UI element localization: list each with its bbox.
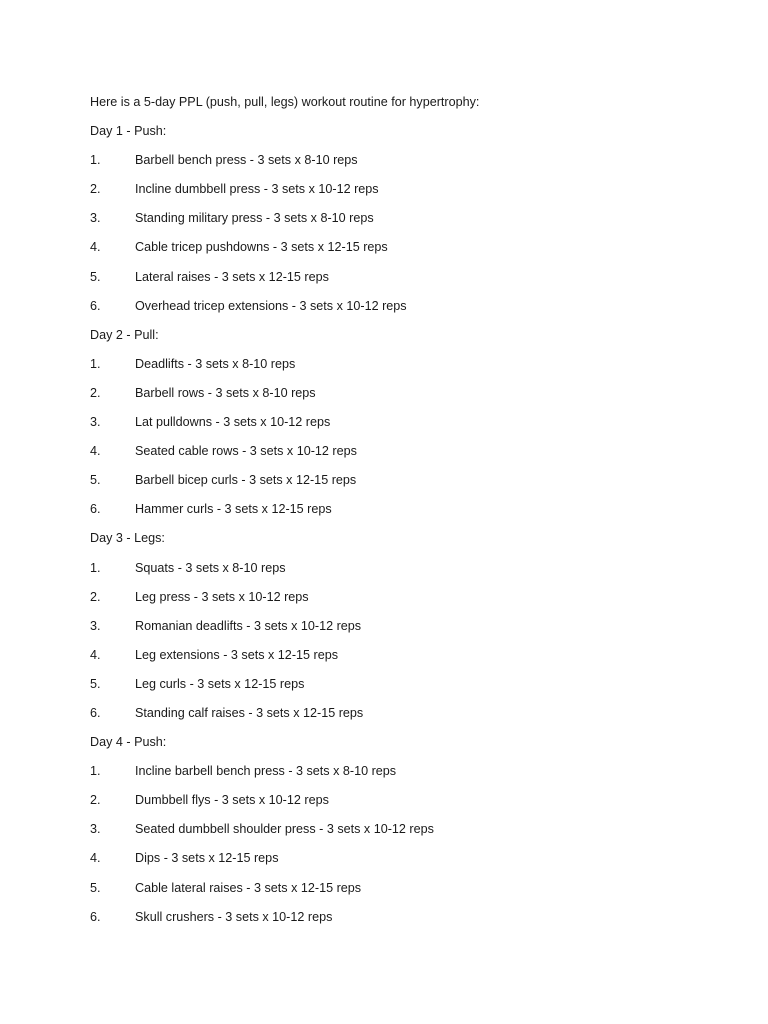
- list-number: 1.: [90, 560, 101, 575]
- list-number: 4.: [90, 851, 101, 866]
- exercise-text: Cable tricep pushdowns - 3 sets x 12-15 reps: [135, 240, 388, 255]
- list-item: [90, 208, 730, 237]
- exercise-text: Leg press - 3 sets x 10-12 reps: [135, 589, 309, 604]
- list-number: 3.: [90, 618, 101, 633]
- list-item: [90, 237, 730, 266]
- exercise-text: Lateral raises - 3 sets x 12-15 reps: [135, 269, 329, 284]
- list-number: 5.: [90, 269, 101, 284]
- exercise-text: Incline barbell bench press - 3 sets x 8-10 reps: [135, 764, 397, 779]
- list-item: [90, 296, 730, 325]
- list-item: [90, 558, 730, 587]
- list-item: [90, 703, 730, 732]
- list-item: [90, 907, 730, 936]
- exercise-text: Romanian deadlifts - 3 sets x 10-12 reps: [135, 618, 362, 633]
- exercise-text: Leg curls - 3 sets x 12-15 reps: [135, 676, 305, 691]
- document-body: [90, 92, 730, 936]
- exercise-text: Dumbbell flys - 3 sets x 10-12 reps: [135, 793, 329, 808]
- list-item: [90, 354, 730, 383]
- list-number: 1.: [90, 764, 101, 779]
- list-number: 6.: [90, 502, 101, 517]
- list-number: 3.: [90, 822, 101, 837]
- list-number: 5.: [90, 880, 101, 895]
- exercise-text: Skull crushers - 3 sets x 10-12 reps: [135, 909, 333, 924]
- exercise-text: Standing calf raises - 3 sets x 12-15 reps: [135, 705, 364, 720]
- exercise-text: Cable lateral raises - 3 sets x 12-15 reps: [135, 880, 362, 895]
- list-item: [90, 790, 730, 819]
- list-item: [90, 179, 730, 208]
- list-number: 5.: [90, 473, 101, 488]
- list-number: 1.: [90, 356, 101, 371]
- list-item: [90, 819, 730, 848]
- exercise-text: Seated cable rows - 3 sets x 10-12 reps: [135, 444, 357, 459]
- list-number: 4.: [90, 240, 101, 255]
- list-item: [90, 878, 730, 907]
- day-heading: Day 3 - Legs:: [90, 531, 165, 546]
- list-item: [90, 499, 730, 528]
- list-number: 6.: [90, 909, 101, 924]
- list-number: 2.: [90, 589, 101, 604]
- list-number: 6.: [90, 705, 101, 720]
- day-heading: Day 1 - Push:: [90, 124, 167, 139]
- intro-text: Here is a 5-day PPL (push, pull, legs) workout routine for hypertrophy:: [90, 95, 480, 109]
- list-item: [90, 616, 730, 645]
- list-item: [90, 441, 730, 470]
- day-heading: Day 4 - Push:: [90, 735, 167, 750]
- list-number: 5.: [90, 676, 101, 691]
- day-heading: Day 2 - Pull:: [90, 327, 159, 342]
- list-item: [90, 674, 730, 703]
- exercise-text: Leg extensions - 3 sets x 12-15 reps: [135, 647, 339, 662]
- list-item: [90, 848, 730, 877]
- list-item: [90, 587, 730, 616]
- exercise-text: Barbell bicep curls - 3 sets x 12-15 reps: [135, 473, 357, 488]
- exercise-text: Seated dumbbell shoulder press - 3 sets x 10-12 reps: [135, 822, 434, 837]
- list-number: 2.: [90, 182, 101, 197]
- list-item: [90, 645, 730, 674]
- list-number: 4.: [90, 444, 101, 459]
- list-number: 1.: [90, 153, 101, 168]
- exercise-text: Lat pulldowns - 3 sets x 10-12 reps: [135, 415, 331, 430]
- list-item: [90, 267, 730, 296]
- exercise-text: Overhead tricep extensions - 3 sets x 10-12 reps: [135, 298, 407, 313]
- list-number: 3.: [90, 415, 101, 430]
- exercise-text: Standing military press - 3 sets x 8-10 reps: [135, 211, 374, 226]
- list-item: [90, 412, 730, 441]
- list-number: 6.: [90, 298, 101, 313]
- list-number: 4.: [90, 647, 101, 662]
- exercise-text: Deadlifts - 3 sets x 8-10 reps: [135, 356, 296, 371]
- list-number: 3.: [90, 211, 101, 226]
- exercise-text: Barbell rows - 3 sets x 8-10 reps: [135, 385, 316, 400]
- list-number: 2.: [90, 793, 101, 808]
- list-item: [90, 470, 730, 499]
- list-item: [90, 383, 730, 412]
- exercise-text: Dips - 3 sets x 12-15 reps: [135, 851, 279, 866]
- list-item: [90, 150, 730, 179]
- exercise-text: Squats - 3 sets x 8-10 reps: [135, 560, 286, 575]
- exercise-text: Hammer curls - 3 sets x 12-15 reps: [135, 502, 332, 517]
- list-item: [90, 761, 730, 790]
- exercise-text: Barbell bench press - 3 sets x 8-10 reps: [135, 153, 358, 168]
- exercise-text: Incline dumbbell press - 3 sets x 10-12 reps: [135, 182, 379, 197]
- list-number: 2.: [90, 385, 101, 400]
